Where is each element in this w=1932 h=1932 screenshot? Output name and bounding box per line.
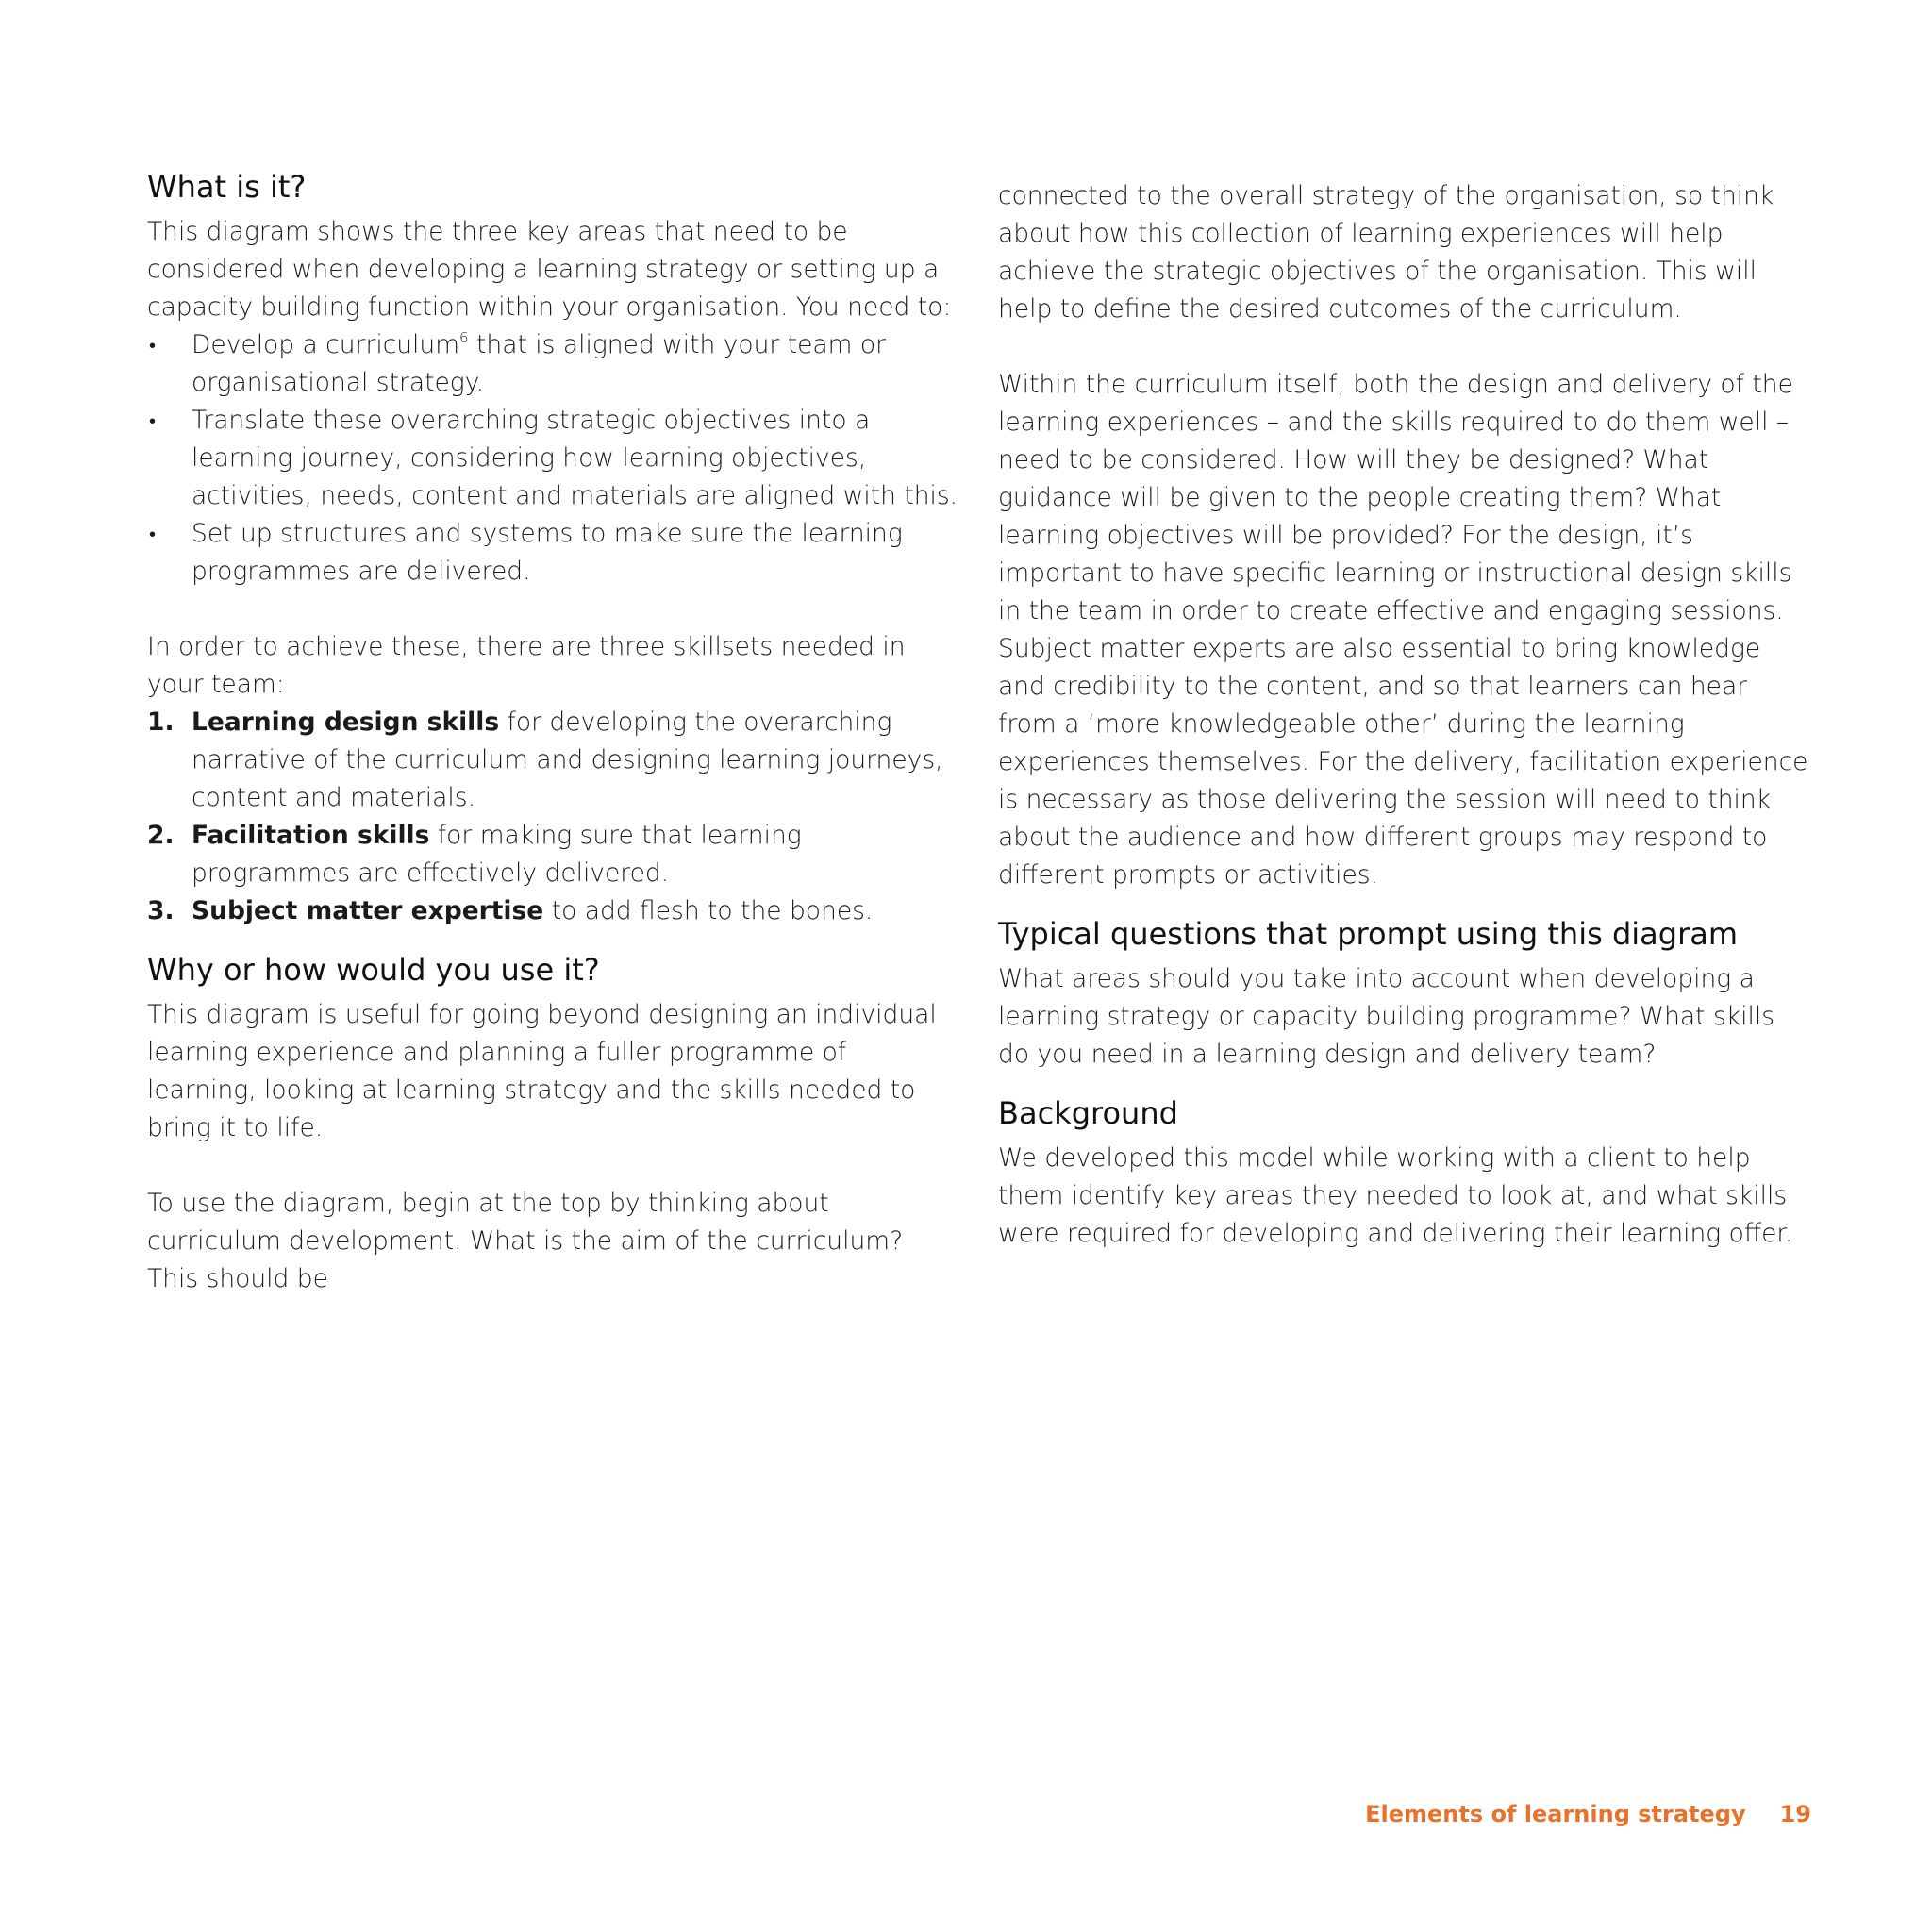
what-is-it-heading: What is it? xyxy=(147,169,307,205)
bullet-marker: • xyxy=(149,409,157,432)
list-number: 3. xyxy=(147,896,175,925)
right-column xyxy=(998,177,1809,1253)
bullet-text: Set up structures and systems to make sure the learning programmes are delivered. xyxy=(192,519,903,586)
bullet-text-pre: Develop a curriculum xyxy=(192,330,460,359)
left-column xyxy=(147,168,958,1298)
skills-numbered-list xyxy=(147,704,958,930)
typical-questions-text: What areas should you take into account when developing a learning strategy or capacity building programme? What skills do you need in a learning design and delivery team? xyxy=(998,964,1775,1069)
skill-item-facilitation xyxy=(147,817,958,892)
footnote-ref[interactable]: 6 xyxy=(459,329,469,346)
skill-term: Learning design skills xyxy=(192,708,500,737)
why-paragraph-1: This diagram is useful for going beyond designing an individual learning experience and planning a fuller programme of learning, looking at learning strategy and the skills needed to bring it to life. xyxy=(147,1000,937,1142)
background-text: We developed this model while working with a client to help them identify key areas they needed to look at, and what skills were required for developing and delivering their learning offer. xyxy=(998,1143,1793,1248)
list-number: 2. xyxy=(147,821,175,850)
continued-paragraph-2: Within the curriculum itself, both the design and delivery of the learning experiences – and the skills required to do them well – need to be considered. How will they be designed? What guidance will be given to the people creating them? What learning objectives will be provided? For the design, it’s important to have specific learning or instructional design skills in the team in order to create effective and engaging sessions. Subject matter experts are also essential to bring knowledge and credibility to the content, and so that learners can hear from a ‘more knowledgeable other’ during the learning experiences themselves. For the delivery, facilitation experience is necessary as those delivering the session will need to think about the audience and how different groups may respond to different prompts or activities. xyxy=(998,370,1808,890)
bullet-item-structures xyxy=(147,515,958,591)
bullet-text-post: that is aligned with your team or organisational strategy. xyxy=(192,330,886,397)
background-heading: Background xyxy=(998,1095,1178,1131)
page-number: 19 xyxy=(1779,1801,1811,1827)
skill-item-subject-matter xyxy=(147,892,958,930)
bullet-item-translate xyxy=(147,402,958,515)
what-is-it-intro: This diagram shows the three key areas that need to be considered when developing a learning strategy or setting up a capacity building function within your organisation. You need to: xyxy=(147,217,952,322)
bullet-marker: • xyxy=(149,523,157,545)
why-how-heading: Why or how would you use it? xyxy=(147,952,600,988)
skill-term: Subject matter expertise xyxy=(192,896,544,925)
continued-paragraph-1: connected to the overall strategy of the organisation, so think about how this collection of learning experiences will help achieve the strategic objectives of the organisation. This will help to define the desired outcomes of the curriculum. xyxy=(998,181,1774,324)
skill-description: to add flesh to the bones. xyxy=(543,896,874,925)
why-paragraph-2: To use the diagram, begin at the top by thinking about curriculum development. What is the aim of the curriculum? This should be xyxy=(147,1189,904,1293)
bullet-text: Translate these overarching strategic objectives into a learning journey, considering how learning objectives, activities, needs, content and materials are aligned with this. xyxy=(192,406,958,510)
bullet-marker: • xyxy=(149,334,157,357)
typical-questions-heading: Typical questions that prompt using this diagram xyxy=(998,916,1738,952)
skill-term: Facilitation skills xyxy=(192,821,430,850)
bullet-item-curriculum xyxy=(147,326,958,402)
skill-item-learning-design xyxy=(147,704,958,817)
skill-description: for making sure that learning programmes are effectively delivered. xyxy=(192,821,802,888)
skill-description: for developing the overarching narrative of the curriculum and designing learning journeys, content and materials. xyxy=(192,708,943,812)
footer-section-title: Elements of learning strategy xyxy=(1365,1801,1746,1827)
page-footer xyxy=(1365,1800,1811,1828)
needs-bullet-list xyxy=(147,326,958,591)
skills-intro: In order to achieve these, there are three skillsets needed in your team: xyxy=(147,632,906,699)
list-number: 1. xyxy=(147,708,175,737)
